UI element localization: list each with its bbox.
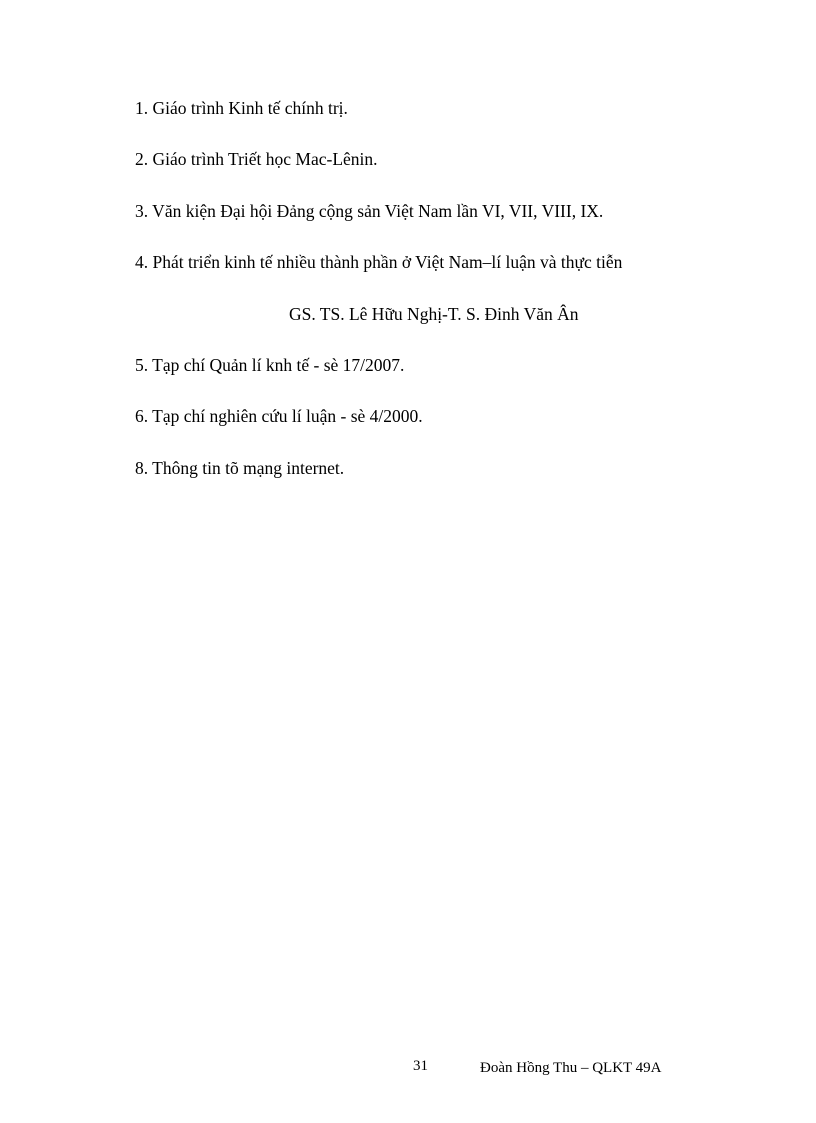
- reference-item-4: 4. Phát triển kinh tế nhiều thành phần ở Việt Nam–lí luận và thực tiễn: [135, 252, 623, 273]
- reference-item-3: 3. Văn kiện Đại hội Đảng cộng sản Việt Nam lần VI, VII, VIII, IX.: [135, 200, 604, 221]
- reference-item-8: 8. Thông tin tõ mạng internet.: [135, 457, 345, 478]
- reference-item-1: 1. Giáo trình Kinh tế chính trị.: [135, 98, 348, 118]
- footer-author-class: Đoàn Hồng Thu – QLKT 49A: [480, 1060, 662, 1076]
- reference-item-5: 5. Tạp chí Quản lí knh tế - sè 17/2007.: [135, 354, 405, 375]
- reference-list: [135, 96, 755, 507]
- page-number: 31: [413, 1058, 428, 1074]
- reference-item-4-authors: GS. TS. Lê Hữu Nghị-T. S. Đinh Văn Ân: [289, 303, 579, 324]
- reference-item-6: 6. Tạp chí nghiên cứu lí luận - sè 4/2000.: [135, 406, 423, 427]
- reference-item-2: 2. Giáo trình Triết học Mac-Lênin.: [135, 149, 378, 170]
